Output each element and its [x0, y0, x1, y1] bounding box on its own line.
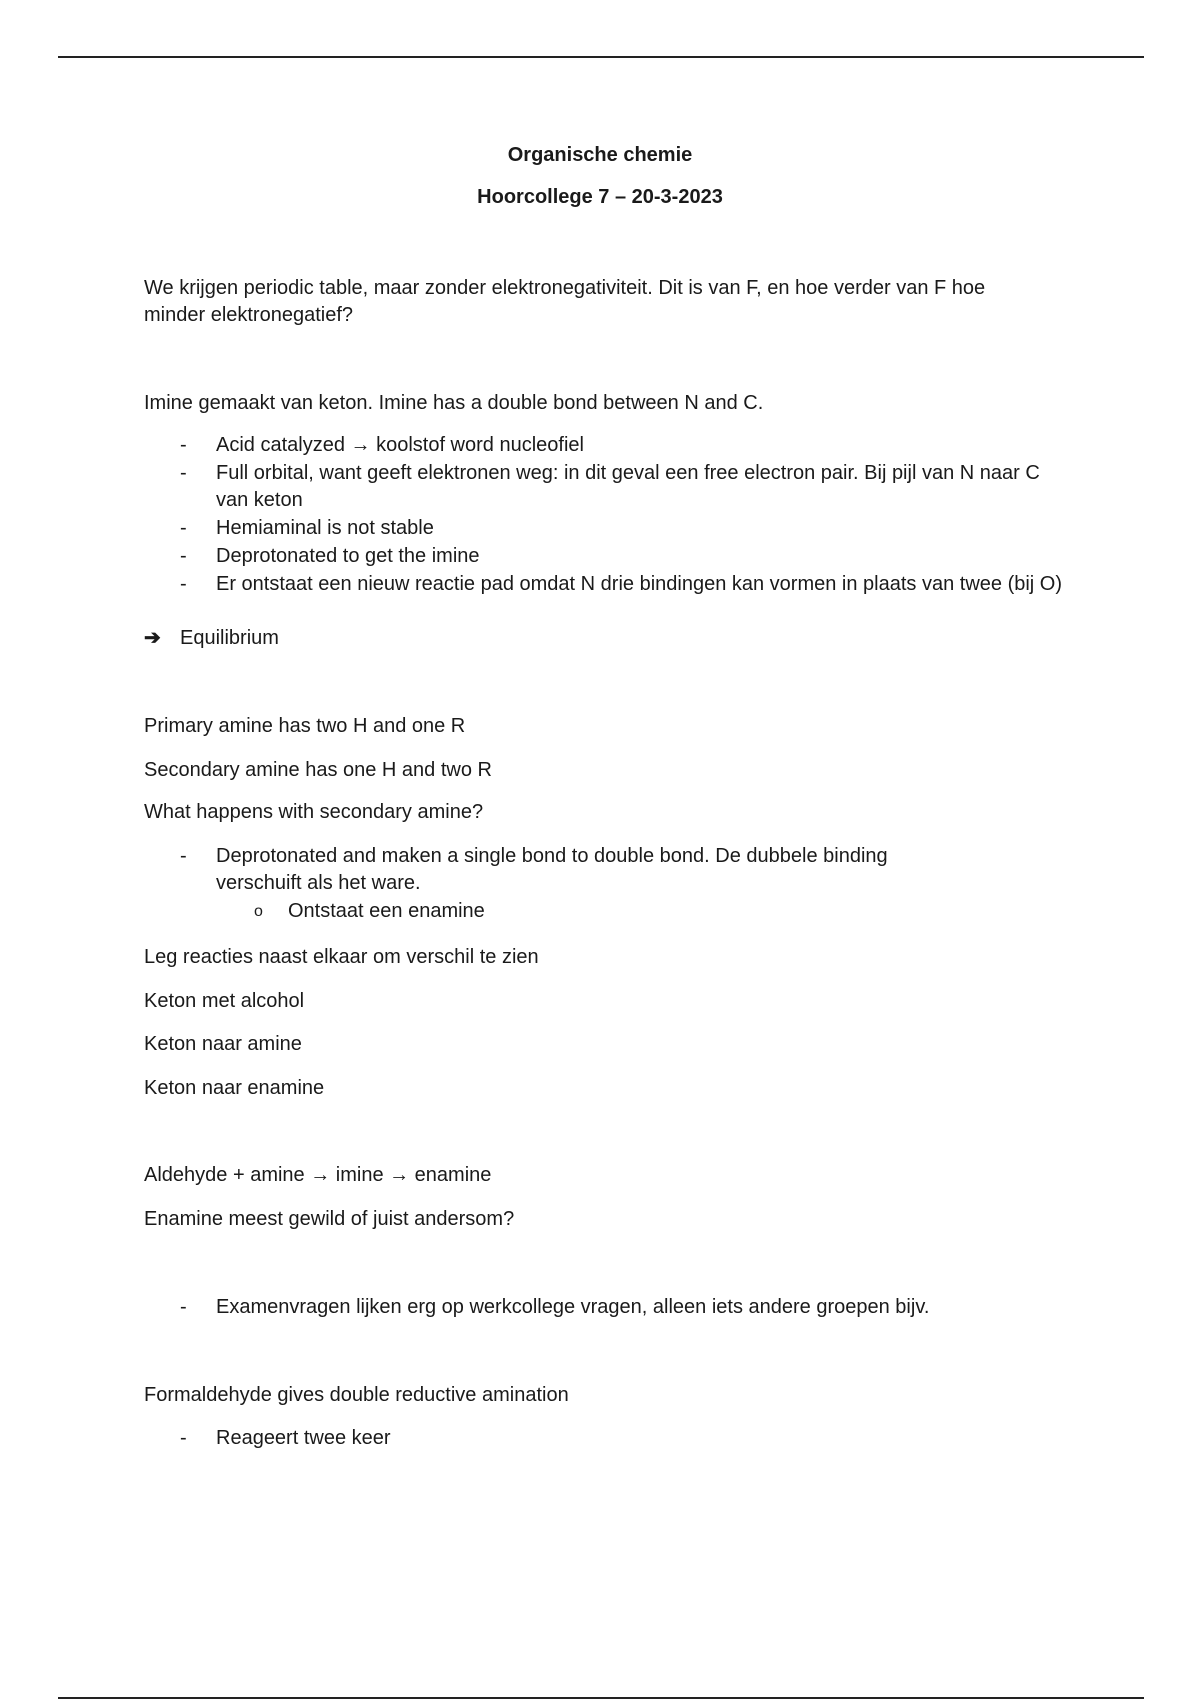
footer-rule — [58, 1697, 1144, 1699]
reaction-item-2: Keton naar amine — [144, 1033, 302, 1055]
header-rule — [58, 56, 1144, 58]
enamine-question: Enamine meest gewild of juist andersom? — [144, 1208, 515, 1230]
aldehyde-line: Aldehyde + amine → imine → enamine — [144, 1164, 492, 1186]
reaction-item-3: Keton naar enamine — [144, 1077, 325, 1099]
reactions-intro: Leg reacties naast elkaar om verschil te zien — [144, 946, 539, 968]
intro-paragraph: We krijgen periodic table, maar zonder elektronegativiteit. Dit is van F, en hoe verder van F hoe minder elektronegatief? — [144, 277, 986, 326]
page-title: Organische chemie — [507, 144, 693, 166]
formaldehyde-line: Formaldehyde gives double reductive amination — [144, 1384, 569, 1406]
primary-amine-line: Primary amine has two H and one R — [144, 715, 466, 737]
reaction-item-1: Keton met alcohol — [144, 990, 305, 1012]
imine-heading: Imine gemaakt van keton. Imine has a double bond between N and C. — [144, 392, 764, 414]
page-subtitle: Hoorcollege 7 – 20-3-2023 — [477, 186, 723, 208]
secondary-amine-question: What happens with secondary amine? — [144, 801, 484, 823]
secondary-amine-line: Secondary amine has one H and two R — [144, 759, 492, 781]
arrow-icon: ➔ — [144, 627, 161, 649]
